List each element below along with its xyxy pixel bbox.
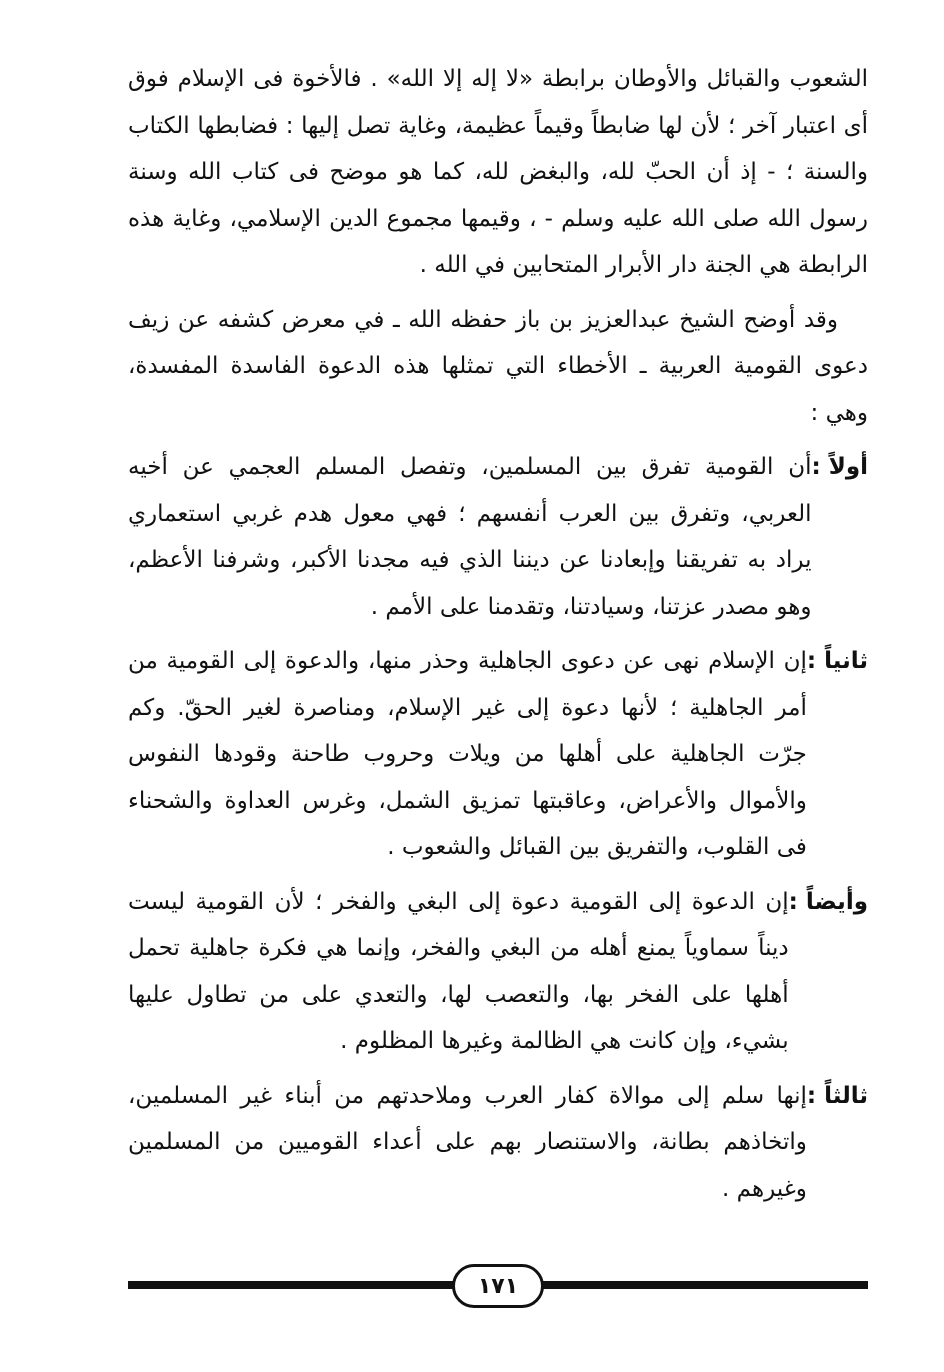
- paragraph-1: الشعوب والقبائل والأوطان برابطة «لا إله إلا الله» . فالأخوة فى الإسلام فوق أى اعتبار آخر ؛ لأن لها ضابطاً وقيماً عظيمة، وغاية تصل إليها : فضابطها الكتاب والسنة ؛ - إذ أن الحبّ لله، والبغض لله، كما هو موضح فى كتاب الله وسنة رسول الله صلى الله عليه وسلم - ، وقيمها مجموع الدين الإسلامي، وغاية هذه الرابطة هي الجنة دار الأبرار المتحابين في الله .: [128, 66, 868, 278]
- point-text: إنها سلم إلى موالاة كفار العرب وملاحدتهم من أبناء غير المسلمين، واتخاذهم بطانة، والاستنصار بهم على أعداء القوميين من المسلمين وغيرهم .: [128, 1082, 807, 1202]
- point-label: أولاً :: [811, 454, 868, 480]
- point-first: [128, 444, 868, 630]
- page-footer: [128, 1262, 868, 1308]
- point-label: ثانياً :: [806, 648, 868, 674]
- point-label: ثالثاً :: [806, 1082, 868, 1109]
- point-third: [128, 1073, 868, 1213]
- page-number: ١٧١: [452, 1264, 544, 1308]
- point-text: إن الإسلام نهى عن دعوى الجاهلية وحذر منها، والدعوة إلى القومية من أمر الجاهلية ؛ لأنها دعوة إلى غير الإسلام، ومناصرة لغير الحقّ. وكم جرّت الجاهلية على أهلها من ويلات وحروب طاحنة وقودها النفوس والأموال والأعراض، وعاقبتها تمزيق الشمل، وغرس العداوة والشحناء فى القلوب، والتفريق بين القبائل والشعوب .: [128, 648, 807, 860]
- point-second: [128, 638, 868, 871]
- point-also: [128, 879, 868, 1065]
- point-label: وأيضاً :: [788, 888, 868, 915]
- point-text: أن القومية تفرق بين المسلمين، وتفصل المسلم العجمي عن أخيه العربي، وتفرق بين العرب أنفسهم ؛ فهي معول هدم غربي استعماري يراد به تفريقنا وإبعادنا عن ديننا الذي فيه مجدنا الأكبر، وشرفنا الأعظم، وهو مصدر عزتنا، وسيادتنا، وتقدمنا على الأمم .: [128, 454, 812, 620]
- page-body: [128, 56, 868, 1220]
- paragraph-2: وقد أوضح الشيخ عبدالعزيز بن باز حفظه الله ـ في معرض كشفه عن زيف دعوى القومية العربية ـ الأخطاء التي تمثلها هذه الدعوة الفاسدة المفسدة، وهي :: [128, 306, 868, 426]
- point-text: إن الدعوة إلى القومية دعوة إلى البغي والفخر ؛ لأن القومية ليست ديناً سماوياً يمنع أهله من البغي والفخر، وإنما هي فكرة جاهلية تحمل أهلها على الفخر بها، والتعصب لها، والتعدي على من تطاول عليها بشيء، وإن كانت هي الظالمة وغيرها المظلوم .: [128, 888, 789, 1054]
